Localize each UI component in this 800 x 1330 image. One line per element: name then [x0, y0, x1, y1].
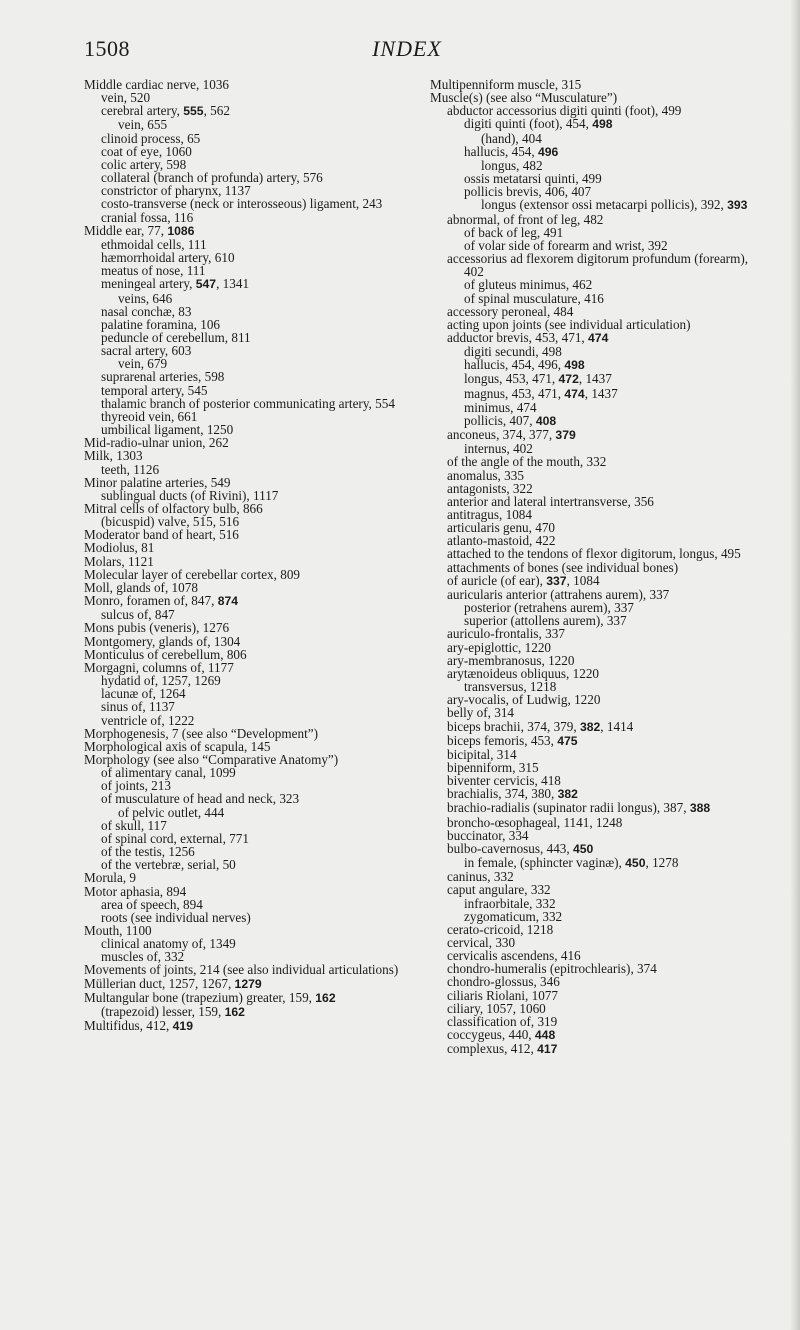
index-entry: [430, 331, 760, 345]
index-text: (hand), 404: [481, 130, 542, 146]
index-entry: [84, 277, 424, 291]
index-text: roots (see individual nerves): [101, 909, 251, 925]
index-text: Minor palatine arteries, 549: [84, 474, 231, 490]
index-text: constrictor of pharynx, 1137: [101, 183, 251, 199]
index-entry: [84, 1019, 424, 1033]
index-text: , 1084: [566, 572, 600, 588]
index-text: chondro-humeralis (epitrochlearis), 374: [447, 961, 657, 977]
index-text: biventer cervicis, 418: [447, 773, 561, 789]
index-text: Morgagni, columns of, 1177: [84, 659, 234, 675]
index-text: of auricle (of ear),: [447, 572, 547, 588]
index-text: complexus, 412,: [447, 1041, 538, 1057]
index-text: hallucis, 454, 496,: [464, 357, 565, 373]
index-entry: [430, 734, 760, 748]
index-text: vein, 520: [101, 90, 151, 106]
index-entry: [84, 1005, 424, 1019]
page-edge-shadow: [790, 0, 800, 1330]
index-page-ref-bold: 417: [537, 1042, 558, 1057]
index-entry: [430, 387, 760, 401]
index-text: superior (attollens aurem), 337: [464, 613, 627, 629]
index-text: Middle ear, 77,: [84, 222, 168, 238]
index-text: thyreoid vein, 661: [101, 408, 198, 424]
index-text: of spinal cord, external, 771: [101, 830, 249, 846]
index-entry: [430, 198, 760, 212]
index-text: , 562: [203, 103, 230, 119]
index-text: ventricle of, 1222: [101, 712, 195, 728]
index-entry: [430, 252, 760, 278]
index-page-ref-bold: 419: [172, 1019, 193, 1034]
index-text: arytænoideus obliquus, 1220: [447, 665, 600, 681]
index-entry: [84, 224, 424, 238]
index-text: , 1437: [584, 385, 618, 401]
index-text: of the vertebræ, serial, 50: [101, 857, 236, 873]
index-text: Mons pubis (veneris), 1276: [84, 620, 230, 636]
index-text: lacunæ of, 1264: [101, 686, 186, 702]
index-text: hæmorrhoidal artery, 610: [101, 250, 235, 266]
index-text: anomalus, 335: [447, 467, 524, 483]
index-text: digiti secundi, 498: [464, 344, 562, 360]
index-page-ref-bold: 874: [217, 594, 239, 609]
index-text: abductor accessorius digiti quinti (foot), 499: [447, 103, 682, 119]
index-text: zygomaticum, 332: [464, 908, 563, 924]
index-text: costo-transverse (neck or interosseous) ligament, 243: [101, 196, 383, 212]
index-text: sinus of, 1137: [101, 699, 175, 715]
index-text: ary-membranosus, 1220: [447, 652, 575, 668]
index-text: vein, 655: [118, 117, 168, 133]
index-text: classification of, 319: [447, 1013, 558, 1029]
index-text: of the angle of the mouth, 332: [447, 454, 607, 470]
index-text: Mid-radio-ulnar union, 262: [84, 435, 229, 451]
index-text: anterior and lateral intertransverse, 356: [447, 493, 654, 509]
index-text: caput angulare, 332: [447, 882, 551, 898]
index-text: posterior (retrahens aurem), 337: [464, 600, 634, 616]
index-text: of pelvic outlet, 444: [118, 804, 225, 820]
index-text: broncho-œsophageal, 1141, 1248: [447, 814, 623, 830]
index-text: umbilical ligament, 1250: [101, 422, 234, 438]
index-text: ethmoidal cells, 111: [101, 236, 207, 252]
index-text: (trapezoid) lesser, 159,: [101, 1003, 225, 1019]
index-text: accessorius ad flexorem digitorum profundum (forearm), 402: [447, 251, 749, 280]
index-text: of joints, 213: [101, 778, 171, 794]
index-text: thalamic branch of posterior communicating artery, 554: [101, 395, 395, 411]
index-text: infraorbitale, 332: [464, 895, 556, 911]
index-page-ref-bold: 448: [534, 1028, 556, 1043]
page-number: 1508: [84, 36, 130, 61]
index-text: cranial fossa, 116: [101, 209, 194, 225]
index-text: Milk, 1303: [84, 448, 143, 464]
index-text: accessory peroneal, 484: [447, 303, 574, 319]
index-text: attached to the tendons of flexor digitorum, longus, 495: [447, 546, 741, 562]
index-text: of spinal musculature, 416: [464, 290, 604, 306]
index-page-ref-bold: 450: [625, 856, 646, 871]
index-text: longus (extensor ossi metacarpi pollicis), 392,: [481, 197, 728, 213]
index-text: bicipital, 314: [447, 746, 517, 762]
index-entry: [430, 428, 760, 442]
index-page-ref-bold: 408: [535, 413, 557, 428]
index-text: muscles of, 332: [101, 949, 185, 965]
index-text: Movements of joints, 214 (see also individual articulations): [84, 962, 399, 978]
index-text: clinical anatomy of, 1349: [101, 936, 236, 952]
index-text: Muscle(s) (see also “Musculature”): [430, 90, 618, 106]
index-text: cervicalis ascendens, 416: [447, 948, 581, 964]
index-text: of the testis, 1256: [101, 844, 195, 860]
index-text: of skull, 117: [101, 817, 167, 833]
index-text: auriculo-frontalis, 337: [447, 626, 565, 642]
index-text: internus, 402: [464, 441, 533, 457]
index-text: (bicuspid) valve, 515, 516: [101, 514, 240, 530]
index-text: Morphology (see also “Comparative Anatomy”): [84, 751, 339, 767]
index-text: Multifidus, 412,: [84, 1018, 173, 1034]
index-text: of alimentary canal, 1099: [101, 765, 236, 781]
index-text: pollicis, 407,: [464, 412, 536, 428]
index-text: longus, 482: [481, 157, 543, 173]
index-entry: [430, 801, 760, 815]
index-text: sacral artery, 603: [101, 343, 192, 359]
index-text: cervical, 330: [447, 935, 516, 950]
index-text: peduncle of cerebellum, 811: [101, 329, 251, 345]
index-page-ref-bold: 382: [557, 787, 578, 802]
index-text: bulbo-cavernosus, 443,: [447, 840, 573, 856]
index-text: brachialis, 374, 380,: [447, 786, 558, 802]
index-entry: [84, 977, 424, 991]
index-text: of gluteus minimus, 462: [464, 277, 593, 293]
index-text: caninus, 332: [447, 869, 514, 885]
index-text: Multangular bone (trapezium) greater, 159,: [84, 989, 316, 1005]
index-page-ref-bold: 382: [579, 719, 601, 734]
index-entry: [430, 856, 760, 870]
index-text: clinoid process, 65: [101, 130, 201, 146]
index-entry: [84, 594, 424, 608]
index-entry: [430, 117, 760, 131]
index-text: abnormal, of front of leg, 482: [447, 211, 604, 227]
index-entry: [430, 414, 760, 428]
index-entry: [430, 145, 760, 159]
index-text: Morula, 9: [84, 870, 137, 886]
index-text: Multipenniform muscle, 315: [430, 77, 582, 92]
index-page-ref-bold: 450: [573, 841, 594, 856]
index-page-ref-bold: 474: [588, 330, 609, 345]
index-column-left: [84, 78, 424, 1033]
index-text: sublingual ducts (of Rivini), 1117: [101, 487, 279, 503]
index-text: hallucis, 454,: [464, 143, 538, 159]
index-text: ary-vocalis, of Ludwig, 1220: [447, 692, 601, 708]
index-text: Molecular layer of cerebellar cortex, 809: [84, 566, 301, 582]
index-text: atlanto-mastoid, 422: [447, 533, 556, 549]
index-text: auricularis anterior (attrahens aurem), 337: [447, 586, 670, 602]
index-text: Molars, 1121: [84, 553, 154, 569]
index-entry: [430, 720, 760, 734]
index-page-ref-bold: 393: [727, 198, 748, 213]
index-entry: [430, 372, 760, 386]
index-text: transversus, 1218: [464, 679, 557, 695]
index-text: nasal conchæ, 83: [101, 303, 192, 319]
index-text: pollicis brevis, 406, 407: [464, 184, 592, 200]
index-column-right: [430, 78, 760, 1056]
index-text: biceps femoris, 453,: [447, 732, 558, 748]
index-page-ref-bold: 547: [195, 277, 217, 292]
index-text: of musculature of head and neck, 323: [101, 791, 300, 807]
index-page-ref-bold: 498: [592, 117, 613, 132]
index-text: , 1437: [578, 371, 612, 387]
index-text: ossis metatarsi quinti, 499: [464, 171, 602, 187]
index-text: ciliary, 1057, 1060: [447, 1000, 546, 1016]
index-text: Morphological axis of scapula, 145: [84, 738, 271, 754]
index-text: minimus, 474: [464, 399, 537, 415]
index-text: hydatid of, 1257, 1269: [101, 673, 221, 689]
index-text: veins, 646: [118, 290, 173, 306]
index-text: , 1341: [216, 276, 250, 292]
index-text: palatine foramina, 106: [101, 316, 221, 332]
index-text: sulcus of, 847: [101, 607, 175, 623]
index-text: Mouth, 1100: [84, 923, 152, 938]
index-text: Middle cardiac nerve, 1036: [84, 77, 230, 92]
index-text: belly of, 314: [447, 705, 515, 721]
index-entry: [430, 358, 760, 372]
index-text: longus, 453, 471,: [464, 371, 559, 387]
index-text: colic artery, 598: [101, 156, 187, 172]
index-text: brachio-radialis (supinator radii longus), 387,: [447, 800, 690, 816]
index-text: ciliaris Riolani, 1077: [447, 987, 558, 1003]
index-page-ref-bold: 337: [546, 573, 567, 588]
index-text: Montgomery, glands of, 1304: [84, 633, 241, 649]
index-page-ref-bold: 474: [564, 386, 585, 401]
index-text: acting upon joints (see individual articulation): [447, 316, 691, 332]
index-text: temporal artery, 545: [101, 382, 208, 398]
running-head: INDEX: [372, 36, 442, 61]
index-text: Mitral cells of olfactory bulb, 866: [84, 501, 263, 516]
index-text: suprarenal arteries, 598: [101, 369, 225, 385]
index-page-ref-bold: 472: [558, 372, 579, 387]
index-text: antagonists, 322: [447, 480, 533, 496]
index-text: Modiolus, 81: [84, 540, 155, 556]
index-text: of back of leg, 491: [464, 224, 564, 240]
index-text: area of speech, 894: [101, 896, 203, 912]
index-text: Monro, foramen of, 847,: [84, 593, 218, 609]
index-entry: [430, 1028, 760, 1042]
index-text: , 1414: [600, 718, 634, 734]
index-text: Müllerian duct, 1257, 1267,: [84, 975, 235, 991]
index-text: in female, (sphincter vaginæ),: [464, 855, 626, 871]
index-text: coat of eye, 1060: [101, 143, 192, 159]
index-text: anconeus, 374, 377,: [447, 427, 556, 443]
index-text: digiti quinti (foot), 454,: [464, 116, 593, 132]
index-text: cerebral artery,: [101, 103, 184, 119]
index-text: meningeal artery,: [101, 276, 196, 292]
index-text: articularis genu, 470: [447, 520, 556, 536]
index-page-ref-bold: 162: [315, 990, 336, 1005]
index-text: Morphogenesis, 7 (see also “Development”): [84, 725, 319, 741]
index-text: of volar side of forearm and wrist, 392: [464, 237, 668, 253]
index-page-ref-bold: 496: [538, 144, 559, 159]
index-text: magnus, 453, 471,: [464, 385, 565, 401]
index-text: meatus of nose, 111: [101, 263, 206, 279]
index-entry: [430, 787, 760, 801]
index-page-ref-bold: 162: [224, 1004, 245, 1019]
index-text: ary-epiglottic, 1220: [447, 639, 552, 655]
index-page-ref-bold: 379: [555, 428, 576, 443]
index-text: buccinator, 334: [447, 827, 529, 843]
index-entry: [430, 842, 760, 856]
index-entry: [430, 1042, 760, 1056]
index-text: vein, 679: [118, 356, 168, 372]
index-text: biceps brachii, 374, 379,: [447, 718, 580, 734]
index-text: collateral (branch of profunda) artery, 576: [101, 170, 323, 186]
index-page-ref-bold: 388: [689, 801, 711, 816]
index-page-ref-bold: 1279: [234, 976, 262, 991]
index-text: adductor brevis, 453, 471,: [447, 329, 589, 345]
index-text: , 1278: [645, 855, 679, 871]
index-entry: [84, 991, 424, 1005]
index-text: teeth, 1126: [101, 461, 160, 477]
index-page-ref-bold: 475: [557, 733, 578, 748]
index-page-ref-bold: 1086: [167, 223, 195, 238]
index-entry: [430, 574, 760, 588]
index-text: Moll, glands of, 1078: [84, 579, 198, 595]
index-page-ref-bold: 555: [183, 104, 204, 119]
index-text: antitragus, 1084: [447, 507, 532, 522]
index-text: bipenniform, 315: [447, 759, 539, 775]
index-entry: [84, 104, 424, 118]
index-text: Monticulus of cerebellum, 806: [84, 646, 247, 662]
index-text: chondro-glossus, 346: [447, 974, 560, 990]
index-text: Motor aphasia, 894: [84, 883, 187, 899]
index-page-ref-bold: 498: [564, 358, 585, 373]
index-text: attachments of bones (see individual bones): [447, 559, 679, 575]
index-text: coccygeus, 440,: [447, 1027, 535, 1043]
page-header: [84, 36, 730, 66]
index-text: cerato-cricoid, 1218: [447, 921, 554, 937]
index-text: Moderator band of heart, 516: [84, 527, 239, 543]
